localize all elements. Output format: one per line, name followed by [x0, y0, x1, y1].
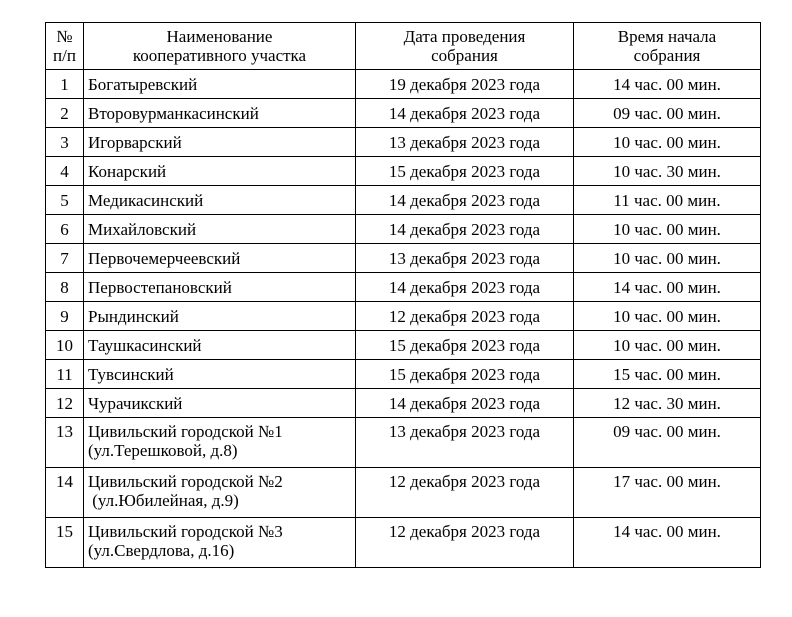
row-date: 13 декабря 2023 года [356, 244, 574, 273]
row-name-line: Конарский [88, 162, 167, 181]
table-row [46, 157, 761, 186]
row-name-line: Медикасинский [88, 191, 204, 210]
row-date: 14 декабря 2023 года [356, 186, 574, 215]
table-body [46, 70, 761, 568]
header-time-line-1: Время начала [617, 27, 717, 46]
row-date: 13 декабря 2023 года [356, 418, 574, 468]
row-address-line: (ул.Свердлова, д.16) [88, 541, 235, 560]
row-name [84, 389, 356, 418]
row-number: 10 [46, 331, 84, 360]
table-row [46, 128, 761, 157]
table-row [46, 302, 761, 331]
row-name-line: Второвурманкасинский [88, 104, 259, 123]
row-name-line: Михайловский [88, 220, 197, 239]
row-date: 12 декабря 2023 года [356, 468, 574, 518]
table-row [46, 389, 761, 418]
row-name-line: Цивильский городской №3 [88, 522, 283, 541]
row-number: 8 [46, 273, 84, 302]
row-date: 15 декабря 2023 года [356, 360, 574, 389]
row-time: 10 час. 30 мин. [574, 157, 761, 186]
row-name-line: Цивильский городской №1 [88, 422, 283, 441]
row-time: 10 час. 00 мин. [574, 215, 761, 244]
row-name-line: Первочемерчеевский [88, 249, 241, 268]
row-time: 14 час. 00 мин. [574, 518, 761, 568]
table-row [46, 70, 761, 99]
header-number-line-2: п/п [53, 46, 76, 65]
row-date: 12 декабря 2023 года [356, 302, 574, 331]
meeting-schedule-table [45, 22, 761, 568]
row-name [84, 215, 356, 244]
row-number: 5 [46, 186, 84, 215]
row-time: 09 час. 00 мин. [574, 99, 761, 128]
row-name-line: Рындинский [88, 307, 179, 326]
row-time: 10 час. 00 мин. [574, 302, 761, 331]
header-name [84, 23, 356, 70]
row-name-line: Цивильский городской №2 [88, 472, 283, 491]
row-name [84, 157, 356, 186]
row-time: 10 час. 00 мин. [574, 128, 761, 157]
row-name [84, 273, 356, 302]
row-time: 15 час. 00 мин. [574, 360, 761, 389]
row-number: 2 [46, 99, 84, 128]
row-time: 10 час. 00 мин. [574, 244, 761, 273]
row-time: 11 час. 00 мин. [574, 186, 761, 215]
row-name [84, 302, 356, 331]
row-time: 12 час. 30 мин. [574, 389, 761, 418]
row-number: 11 [46, 360, 84, 389]
header-date-line-2: собрания [431, 46, 498, 65]
row-name-line: Тувсинский [88, 365, 174, 384]
row-number: 14 [46, 468, 84, 518]
table-row [46, 360, 761, 389]
row-address-line: (ул.Юбилейная, д.9) [88, 491, 239, 510]
header-date-line-1: Дата проведения [403, 27, 526, 46]
row-date: 12 декабря 2023 года [356, 518, 574, 568]
header-row [46, 23, 761, 70]
row-date: 14 декабря 2023 года [356, 389, 574, 418]
header-number-line-1: № [56, 27, 73, 46]
row-name-line: Богатыревский [88, 75, 198, 94]
row-number: 4 [46, 157, 84, 186]
row-name [84, 70, 356, 99]
row-date: 14 декабря 2023 года [356, 273, 574, 302]
row-time: 14 час. 00 мин. [574, 70, 761, 99]
table-row [46, 468, 761, 518]
row-name-line: Игорварский [88, 133, 182, 152]
table-row [46, 186, 761, 215]
row-number: 15 [46, 518, 84, 568]
table-row [46, 518, 761, 568]
table-row [46, 244, 761, 273]
row-date: 15 декабря 2023 года [356, 157, 574, 186]
row-date: 13 декабря 2023 года [356, 128, 574, 157]
row-number: 12 [46, 389, 84, 418]
row-date: 14 декабря 2023 года [356, 99, 574, 128]
table-row [46, 418, 761, 468]
row-name [84, 186, 356, 215]
header-time [574, 23, 761, 70]
row-name [84, 128, 356, 157]
row-time: 09 час. 00 мин. [574, 418, 761, 468]
row-name [84, 468, 356, 518]
header-name-line-2: кооперативного участка [132, 46, 307, 65]
table-header [46, 23, 761, 70]
header-time-line-2: собрания [633, 46, 701, 65]
row-date: 19 декабря 2023 года [356, 70, 574, 99]
row-time: 14 час. 00 мин. [574, 273, 761, 302]
table-row [46, 215, 761, 244]
table-row [46, 273, 761, 302]
table-row [46, 331, 761, 360]
row-time: 17 час. 00 мин. [574, 468, 761, 518]
row-name [84, 99, 356, 128]
row-number: 3 [46, 128, 84, 157]
header-date [356, 23, 574, 70]
row-address-line: (ул.Терешковой, д.8) [88, 441, 238, 460]
table-row [46, 99, 761, 128]
row-name [84, 331, 356, 360]
row-name-line: Первостепановский [88, 278, 232, 297]
row-time: 10 час. 00 мин. [574, 331, 761, 360]
row-number: 9 [46, 302, 84, 331]
header-name-line-1: Наименование [166, 27, 273, 46]
row-number: 1 [46, 70, 84, 99]
row-date: 15 декабря 2023 года [356, 331, 574, 360]
row-date: 14 декабря 2023 года [356, 215, 574, 244]
row-name [84, 518, 356, 568]
row-name [84, 360, 356, 389]
row-name [84, 418, 356, 468]
header-number [46, 23, 84, 70]
row-number: 6 [46, 215, 84, 244]
row-name-line: Таушкасинский [88, 336, 202, 355]
row-number: 13 [46, 418, 84, 468]
row-name [84, 244, 356, 273]
row-number: 7 [46, 244, 84, 273]
row-name-line: Чурачикский [88, 394, 183, 413]
